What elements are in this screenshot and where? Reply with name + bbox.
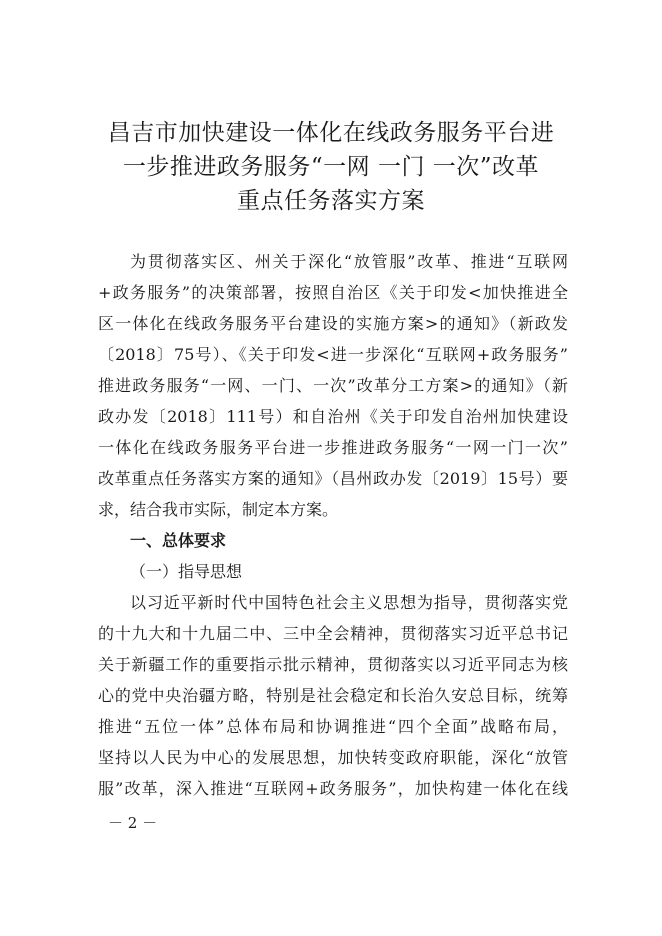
paragraph-line: 求，结合我市实际，制定本方案。 bbox=[98, 500, 339, 519]
title-line: 重点任务落实方案 bbox=[237, 188, 425, 214]
section-heading: 一、总体要求 bbox=[130, 531, 227, 550]
document-body bbox=[98, 246, 568, 804]
document-title bbox=[0, 116, 662, 218]
paragraph-line: 的十九大和十九届二中、三中全会精神，贯彻落实习近平总书记 bbox=[98, 624, 568, 643]
title-line: 昌吉市加快建设一体化在线政务服务平台进 bbox=[107, 120, 555, 146]
paragraph-line: 为贯彻落实区、州关于深化“放管服”改革、推进“互联网 bbox=[130, 252, 568, 271]
paragraph-line: 坚持以人民为中心的发展思想，加快转变政府职能，深化“放管 bbox=[98, 748, 568, 767]
paragraph-line: 服”改革，深入推进“互联网+政务服务”，加快构建一体化在线 bbox=[98, 779, 568, 798]
paragraph-line: 关于新疆工作的重要指示批示精神，贯彻落实以习近平同志为核 bbox=[98, 655, 568, 674]
paragraph-line: 政办发〔2018〕111号）和自治州《关于印发自治州加快建设 bbox=[98, 407, 568, 426]
paragraph-line: 推进政务服务“一网、一门、一次”改革分工方案>的通知》（新 bbox=[98, 376, 568, 395]
paragraph-line: 区一体化在线政务服务平台建设的实施方案>的通知》（新政发 bbox=[98, 314, 568, 333]
paragraph-line: 一体化在线政务服务平台进一步推进政务服务“一网一门一次” bbox=[98, 438, 568, 457]
paragraph-line: 推进“五位一体”总体布局和协调推进“四个全面”战略布局， bbox=[98, 717, 568, 736]
subsection-heading: （一）指导思想 bbox=[130, 562, 243, 581]
paragraph-line: +政务服务”的决策部署，按照自治区《关于印发<加快推进全 bbox=[98, 283, 568, 302]
title-line: 一步推进政务服务“一网 一门 一次”改革 bbox=[122, 154, 540, 180]
paragraph-line: 改革重点任务落实方案的通知》（昌州政办发〔2019〕15号）要 bbox=[98, 469, 568, 488]
paragraph-line: 以习近平新时代中国特色社会主义思想为指导，贯彻落实党 bbox=[130, 593, 568, 612]
page-number: － 2 － bbox=[108, 814, 158, 832]
paragraph-line: 心的党中央治疆方略，特别是社会稳定和长治久安总目标，统筹 bbox=[98, 686, 568, 705]
paragraph-line: 〔2018〕75号）、《关于印发<进一步深化“互联网+政务服务” bbox=[98, 345, 568, 364]
